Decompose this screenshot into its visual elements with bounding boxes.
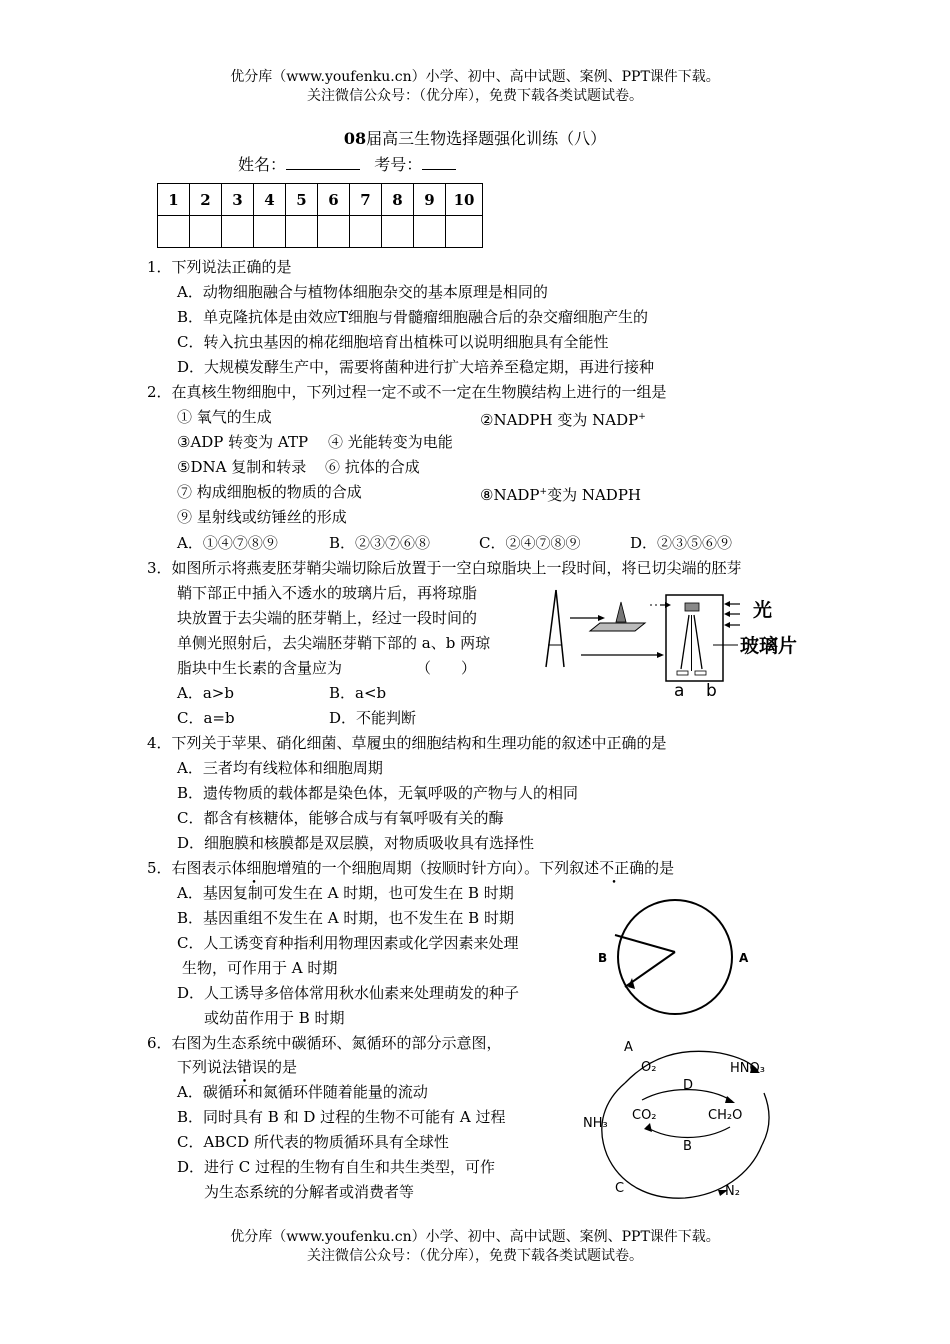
answer-col-2: 2 (190, 184, 222, 216)
outer-cycle-path-lower (602, 1083, 762, 1198)
answer-cell-6[interactable] (318, 216, 350, 248)
cycle-label-b: B (683, 1139, 692, 1154)
cycle-label-hno3: HNO₃ (730, 1061, 765, 1076)
answer-cell-8[interactable] (382, 216, 414, 248)
answer-col-5: 5 (286, 184, 318, 216)
q5-stem-pre: 5．右图表示 (147, 859, 232, 877)
q3-line-1: 3．如图所示将燕麦胚芽鞘尖端切除后放置于一空白琼脂块上一段时间，将已切尖端的胚芽 (147, 559, 742, 577)
inner-arrow-d-icon (725, 1096, 735, 1103)
q2-item-8 (480, 482, 641, 505)
q3-coleoptile-figure (535, 585, 815, 700)
answer-col-8: 8 (382, 184, 414, 216)
q5-option-c-line-1: C．人工诱变育种指利用物理因素或化学因素来处理 (177, 934, 519, 952)
q5-stem-post: 确的是 (629, 859, 675, 877)
id-label: 考号： (374, 155, 423, 174)
answer-cell-3[interactable] (222, 216, 254, 248)
name-label: 姓名： (238, 155, 287, 174)
cycle-label-o2: O₂ (641, 1060, 657, 1075)
q3-line-2: 鞘下部正中插入不透水的玻璃片后，再将琼脂 (177, 584, 478, 602)
name-row (238, 152, 456, 175)
q3-option-c: C．a=b (177, 709, 235, 727)
q2-item-6: ⑥ 抗体的合成 (325, 458, 420, 476)
q5-cell-cycle-figure (585, 895, 755, 1025)
answer-col-10: 10 (446, 184, 483, 216)
q3-line-5: 脂块中生长素的含量应为 (177, 659, 343, 677)
q2-option-c: C．②④⑦⑧⑨ (479, 534, 581, 552)
q6-option-c: C．ABCD 所代表的物质循环具有全球性 (177, 1133, 449, 1151)
q3-line-4: 单侧光照射后，去尖端胚芽鞘下部的 a、b 两琼 (177, 634, 491, 652)
glass-label: 玻璃片 (740, 635, 798, 657)
q2-item-2-text: ②NADPH 变为 NADP (480, 411, 639, 429)
agar-b-label: b (706, 681, 717, 700)
cycle-label-a: A (624, 1040, 633, 1055)
q5-option-d-line-2: 或幼苗作用于 B 时期 (204, 1009, 345, 1027)
q4-option-d: D．细胞膜和核膜都是双层膜，对物质吸收具有选择性 (177, 834, 535, 852)
q3-line-3: 块放置于去尖端的胚芽鞘上，经过一段时间的 (177, 609, 478, 627)
q5-option-b: B．基因重组不发生在 A 时期，也不发生在 B 时期 (177, 909, 514, 927)
q1-option-c: C．转入抗虫基因的棉花细胞培育出植株可以说明细胞具有全能性 (177, 333, 609, 351)
header-line-2: 关注微信公众号：（优分库），免费下载各类试题试卷。 (307, 88, 643, 104)
inner-arrow-b-icon (644, 1123, 652, 1132)
q6-stem-line-1: 6．右图为生态系统中碳循环、氮循环的部分示意图， (147, 1034, 502, 1052)
arrow-to-agar-icon (570, 615, 605, 621)
cycle-label-nh3: NH₃ (583, 1116, 608, 1131)
light-arrows-icon (724, 601, 740, 628)
q2-item-8-pre: ⑧NADP (480, 486, 540, 504)
q5-stem (147, 858, 674, 878)
answer-table-header-row (158, 184, 483, 216)
q2-item-1: ① 氧气的生成 (177, 408, 272, 426)
q3-option-d: D．不能判断 (329, 709, 417, 727)
answer-col-9: 9 (414, 184, 446, 216)
q4-stem: 4．下列关于苹果、硝化细菌、草履虫的细胞结构和生理功能的叙述中正确的是 (147, 734, 667, 752)
phase-b-label: B (598, 951, 608, 965)
phase-a-label: A (739, 951, 749, 965)
q6-stem-emphasis: 错 (237, 1058, 253, 1076)
q5-option-a: A．基因复制可发生在 A 时期，也可发生在 B 时期 (177, 884, 514, 902)
cycle-label-n2: N₂ (725, 1184, 740, 1199)
answer-cell-7[interactable] (350, 216, 382, 248)
q6-option-b: B．同时具有 B 和 D 过程的生物不可能有 A 过程 (177, 1108, 506, 1126)
q3-answer-paren: （ ） (416, 659, 477, 677)
answer-cell-9[interactable] (414, 216, 446, 248)
answer-col-7: 7 (350, 184, 382, 216)
q2-item-5: ⑤DNA 复制和转录 (177, 458, 307, 476)
footer-line-2: 关注微信公众号：（优分库），免费下载各类试题试卷。 (307, 1248, 643, 1264)
q3-option-b: B．a<b (329, 684, 387, 702)
cycle-label-d: D (683, 1078, 694, 1093)
arrow-to-setup-icon (650, 602, 671, 608)
answer-table (157, 183, 483, 248)
q6-stem-pre: 下列说法 (177, 1058, 238, 1076)
q1-option-b: B．单克隆抗体是由效应T细胞与骨髓瘤细胞融合后的杂交瘤细胞产生的 (177, 308, 649, 326)
agar-a-label: a (674, 681, 685, 700)
answer-cell-2[interactable] (190, 216, 222, 248)
cycle-label-ch2o: CH₂O (708, 1108, 743, 1123)
phase-boundary-upper (615, 935, 675, 952)
id-blank[interactable] (422, 155, 456, 170)
q2-item-2-sup: + (638, 412, 646, 422)
answer-cell-1[interactable] (158, 216, 190, 248)
cycle-label-co2: CO₂ (632, 1108, 657, 1123)
footer-line-1: 优分库（www.youfenku.cn）小学、初中、高中试题、案例、PPT课件下载。 (230, 1229, 720, 1245)
page-title (0, 126, 950, 149)
q5-option-d-line-1: D．人工诱导多倍体常用秋水仙素来处理萌发的种子 (177, 984, 520, 1002)
coleoptile-tip-drawing (546, 590, 564, 667)
long-arrow-icon (581, 652, 664, 658)
q2-stem: 2．在真核生物细胞中，下列过程一定不或不一定在生物膜结构上进行的一组是 (147, 383, 667, 401)
answer-cell-10[interactable] (446, 216, 483, 248)
q6-option-d-line-2: 为生态系统的分解者或消费者等 (204, 1183, 415, 1201)
q2-item-7: ⑦ 构成细胞板的物质的合成 (177, 483, 362, 501)
q1-option-a: A．动物细胞融合与植物体细胞杂交的基本原理是相同的 (177, 283, 548, 301)
answer-col-1: 1 (158, 184, 190, 216)
q5-stem-mid: 增殖的一个细胞周期（按顺时针方向）。下列叙述 (276, 859, 600, 877)
q4-option-a: A．三者均有线粒体和细胞周期 (177, 759, 383, 777)
name-blank[interactable] (286, 155, 360, 170)
light-label: 光 (753, 599, 773, 621)
answer-col-4: 4 (254, 184, 286, 216)
q6-cycle-figure (580, 1035, 780, 1205)
q2-item-3: ③ADP 转变为 ATP (177, 433, 309, 451)
q2-item-8-post: 变为 NADPH (547, 486, 642, 504)
q2-item-9: ⑨ 星射线或纺锤丝的形成 (177, 508, 347, 526)
q2-option-d: D．②③⑤⑥⑨ (630, 534, 733, 552)
q5-stem-emphasis-2: 不正 (599, 859, 630, 877)
q4-option-b: B．遗传物质的载体都是染色体，无氧呼吸的产物与人的相同 (177, 784, 579, 802)
q6-stem-line-2 (177, 1057, 297, 1077)
q2-item-2 (480, 407, 646, 430)
cell-cycle-circle (618, 900, 732, 1014)
inner-arc-lower (646, 1127, 730, 1138)
answer-cell-5[interactable] (286, 216, 318, 248)
q2-option-a: A．①④⑦⑧⑨ (177, 534, 278, 552)
q4-option-c: C．都含有核糖体，能够合成与有氧呼吸有关的酶 (177, 809, 504, 827)
q3-option-a: A．a>b (177, 684, 234, 702)
answer-col-6: 6 (318, 184, 350, 216)
q6-option-a: A．碳循环和氮循环伴随着能量的流动 (177, 1083, 428, 1101)
title-year: 08 (343, 129, 367, 148)
answer-cell-4[interactable] (254, 216, 286, 248)
header-line-1: 优分库（www.youfenku.cn）小学、初中、高中试题、案例、PPT课件下载。 (230, 69, 720, 85)
q1-stem: 1．下列说法正确的是 (147, 258, 292, 276)
q2-option-b: B．②③⑦⑥⑧ (329, 534, 431, 552)
q5-stem-emphasis-1: 体细胞 (231, 859, 277, 877)
cycle-label-c: C (615, 1181, 625, 1196)
q1-option-d: D．大规模发酵生产中，需要将菌种进行扩大培养至稳定期，再进行接种 (177, 358, 655, 376)
q6-stem-post: 误的是 (252, 1058, 298, 1076)
experiment-box (666, 595, 723, 681)
q2-item-4: ④ 光能转变为电能 (328, 433, 453, 451)
answer-col-3: 3 (222, 184, 254, 216)
answer-table-blank-row (158, 216, 483, 248)
outer-cycle-path-right (762, 1093, 769, 1145)
q5-option-c-line-2: 生物，可作用于 A 时期 (182, 959, 338, 977)
q6-option-d-line-1: D．进行 C 过程的生物有自生和共生类型，可作 (177, 1158, 496, 1176)
q2-item-8-sup: + (539, 487, 548, 497)
title-text: 届高三生物选择题强化训练（八） (366, 129, 607, 148)
